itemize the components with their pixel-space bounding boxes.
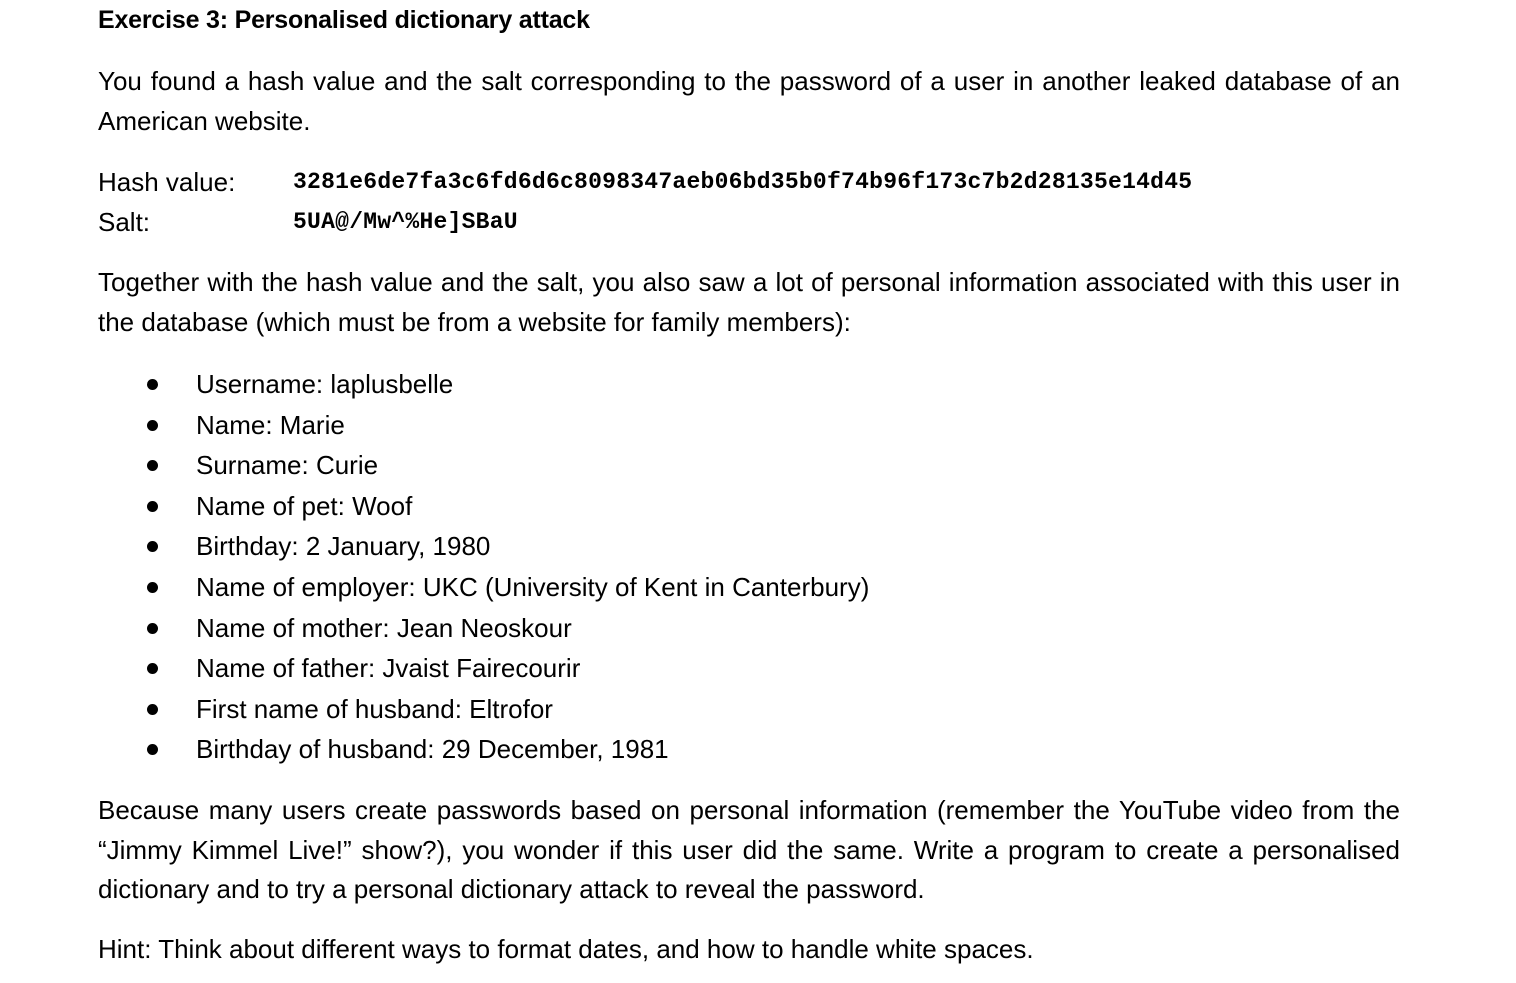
salt-value: 5UA@/Mw^%He]SBaU [293, 209, 518, 235]
hash-row [98, 162, 1400, 202]
hash-label: Hash value: [98, 167, 236, 197]
bullet-icon [147, 420, 158, 431]
bullet-icon [147, 582, 158, 593]
list-item-text: Birthday of husband: 29 December, 1981 [196, 734, 669, 765]
bullet-icon [147, 501, 158, 512]
salt-label: Salt: [98, 207, 151, 237]
hash-value: 3281e6de7fa3c6fd6d6c8098347aeb06bd35b0f74b96f173c7b2d28135e14d45 [293, 169, 1193, 195]
hint-paragraph: Hint: Think about different ways to format dates, and how to handle white spaces. [98, 934, 1034, 964]
bullet-icon [147, 623, 158, 634]
intro-paragraph: You found a hash value and the salt corresponding to the password of a user in another leaked database of an American website. [98, 66, 1400, 136]
list-item-text: Surname: Curie [196, 450, 379, 481]
list-item-text: Name of pet: Woof [196, 490, 413, 521]
list-item-text: First name of husband: Eltrofor [196, 693, 553, 724]
task-paragraph: Because many users create passwords based on personal information (remember the YouTube video from the “Jimmy Kimmel Live!” show?), you wonder if this user did the same. Write a program to create a personalised dictionary and to try a personal dictionary attack to reveal the password. [98, 795, 1400, 904]
list-item-text: Name of employer: UKC (University of Kent in Canterbury) [196, 571, 870, 602]
list-item-text: Name of mother: Jean Neoskour [196, 612, 572, 643]
list-item-text: Username: laplusbelle [196, 369, 454, 399]
bullet-icon [147, 541, 158, 552]
personal-info-intro: Together with the hash value and the salt, you also saw a lot of personal information associated with this user in the database (which must be from a website for family members): [98, 267, 1400, 337]
list-item-text: Name of father: Jvaist Fairecourir [196, 653, 581, 684]
bullet-icon [147, 460, 158, 471]
list-item-text: Name: Marie [196, 409, 345, 440]
salt-row [98, 202, 1400, 242]
bullet-icon [147, 744, 158, 755]
exercise-title: Exercise 3: Personalised dictionary attack [98, 6, 590, 34]
bullet-icon [147, 379, 158, 390]
list-item-text: Birthday: 2 January, 1980 [196, 531, 491, 562]
bullet-icon [147, 663, 158, 674]
bullet-icon [147, 704, 158, 715]
